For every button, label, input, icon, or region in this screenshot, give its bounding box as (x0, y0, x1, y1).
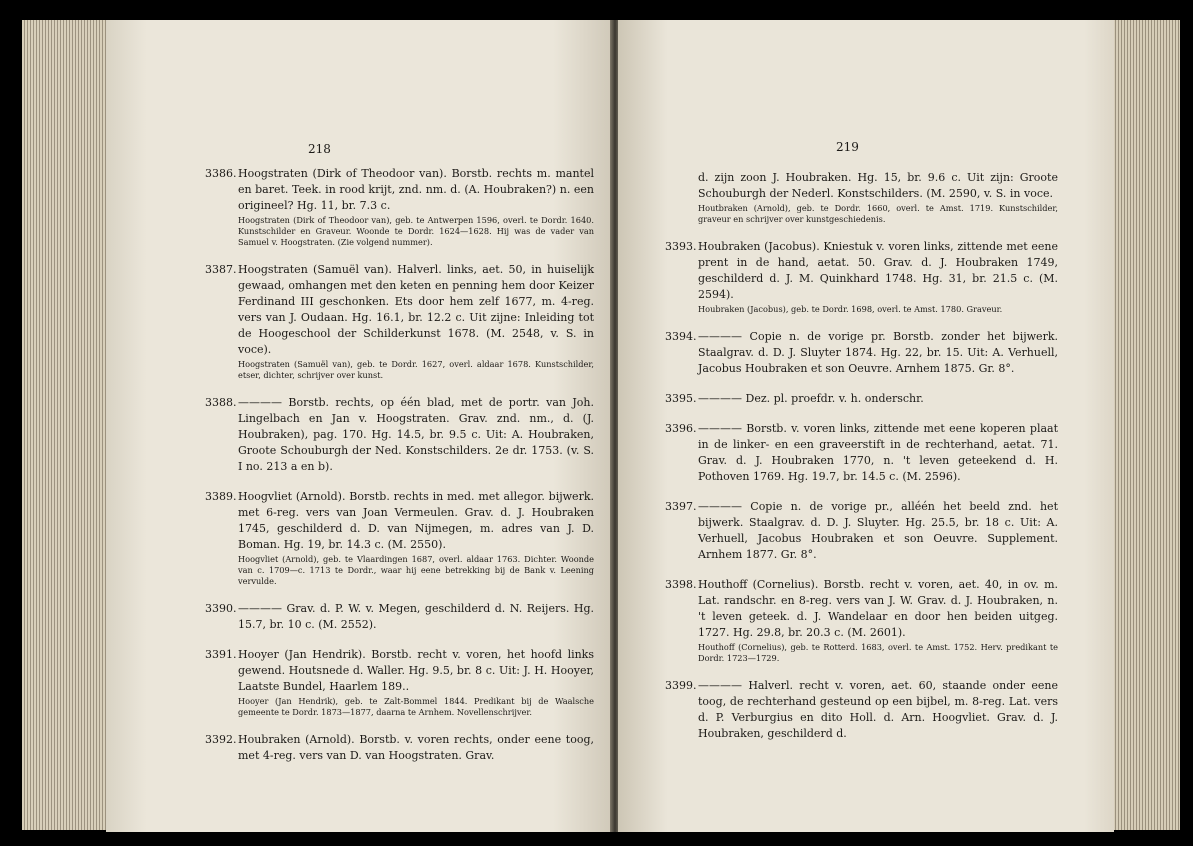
left-page (106, 20, 614, 832)
entry-number: 3398. (665, 578, 697, 591)
entry-number: 3395. (665, 392, 697, 405)
catalog-entry (206, 395, 594, 475)
entry-note: Hoogstraten (Dirk of Theodoor van), geb. te Antwerpen 1596, overl. te Dordr. 1640. Kunstschilder en Graveur. Woonde te Dordr. 1624—1628. Hij was de vader van Samuel v. Hoogstraten. (Zie volgend nummer). (238, 215, 594, 247)
catalog-entry (666, 239, 1058, 315)
entry-text: ———— Halverl. recht v. voren, aet. 60, staande onder eene toog, de rechterhand gesteund op een bijbel, m. 8-reg. Lat. vers d. P. Verburgius en dito Holl. d. Arn. Hoogvliet. Grav. d. J. Houbraken, geschilderd d. (698, 679, 1058, 740)
entry-text: Hoogstraten (Dirk of Theodoor van). Borstb. rechts m. mantel en baret. Teek. in rood krijt, znd. nm. d. (A. Houbraken?) n. een origineel? Hg. 11, br. 7.3 c. (238, 167, 594, 212)
entry-number: 3389. (205, 490, 237, 503)
right-page-text (666, 170, 1058, 756)
entry-text: ———— Borstb. rechts, op één blad, met de portr. van Joh. Lingelbach en Jan v. Hoogstraten. Grav. znd. nm., d. (J. Houbraken), pag. 170. Hg. 14.5, br. 9.5 c. Uit: A. Houbraken, Groote Schouburgh der Ned. Konstschilders. 2e dr. 1753. (v. S. I no. 213 a en b). (238, 396, 594, 473)
right-page (618, 20, 1114, 832)
catalog-entry (666, 329, 1058, 377)
entry-number: 3391. (205, 648, 237, 661)
open-book (22, 12, 1180, 838)
page-edges-right (1110, 20, 1180, 830)
catalog-entry (666, 678, 1058, 742)
entry-number: 3393. (665, 240, 697, 253)
page-number: 218 (308, 142, 331, 156)
entry-note: Hoogvliet (Arnold), geb. te Vlaardingen 1687, overl. aldaar 1763. Dichter. Woonde van c. 1709—c. 1713 te Dordr., waar hij eene betrekking bij de Bank v. Leening vervulde. (238, 554, 594, 586)
entry-text: Hoogstraten (Samuël van). Halverl. links, aet. 50, in huiselijk gewaad, omhangen met den keten en penning hem door Keizer Ferdinand III geschonken. Ets door hem zelf 1677, m. 4-reg. vers van J. Oudaan. Hg. 16.1, br. 12.2 c. Uit zijne: Inleiding tot de Hoogeschool der Schilderkunst 1678. (M. 2548, v. S. in voce). (238, 263, 594, 356)
entry-note: Hoogstraten (Samuël van), geb. te Dordr. 1627, overl. aldaar 1678. Kunstschilder, etser, dichter, schrijver over kunst. (238, 359, 594, 380)
entry-text: Houthoff (Cornelius). Borstb. recht v. voren, aet. 40, in ov. m. Lat. randschr. en 8-reg. vers van J. W. Grav. d. J. Houbraken, n. 't leven geteek. d. J. Wandelaar en door hen beiden uitgeg. 1727. Hg. 29.8, br. 20.3 c. (M. 2601). (698, 578, 1058, 639)
catalog-entry (206, 647, 594, 718)
entry-number: 3386. (205, 167, 237, 180)
page-number: 219 (836, 140, 859, 154)
entry-text: Hoogvliet (Arnold). Borstb. rechts in med. met allegor. bijwerk. met 6-reg. vers van Joan Vermeulen. Grav. d. J. Houbraken 1745, geschilderd d. D. van Nijmegen, m. adres van J. D. Boman. Hg. 19, br. 14.3 c. (M. 2550). (238, 490, 594, 551)
page-edges-left (22, 20, 112, 830)
entry-number: 3392. (205, 733, 237, 746)
left-page-text (206, 166, 594, 778)
entry-note: Hooyer (Jan Hendrik), geb. te Zalt-Bommel 1844. Predikant bij de Waalsche gemeente te Dordr. 1873—1877, daarna te Arnhem. Novellenschrijver. (238, 696, 594, 717)
entry-text: Hooyer (Jan Hendrik). Borstb. recht v. voren, het hoofd links gewend. Houtsnede d. Waller. Hg. 9.5, br. 8 c. Uit: J. H. Hooyer, Laatste Bundel, Haarlem 189.. (238, 648, 594, 693)
catalog-entry (206, 166, 594, 248)
entry-number: 3396. (665, 422, 697, 435)
entry-note: Houthoff (Cornelius), geb. te Rotterd. 1683, overl. te Amst. 1752. Herv. predikant te Dordr. 1723—1729. (698, 642, 1058, 663)
catalog-entry (666, 170, 1058, 225)
entry-text: d. zijn zoon J. Houbraken. Hg. 15, br. 9.6 c. Uit zijn: Groote Schouburgh der Nederl. Konstschilders. (M. 2590, v. S. in voce. (698, 171, 1058, 200)
catalog-entry (206, 489, 594, 587)
entry-text: ———— Borstb. v. voren links, zittende met eene koperen plaat in de linker- en een graveerstift in de rechterhand, aetat. 71. Grav. d. J. Houbraken 1770, n. 't leven geteekend d. H. Pothoven 1769. Hg. 19.7, br. 14.5 c. (M. 2596). (698, 422, 1058, 483)
catalog-entry (206, 601, 594, 633)
catalog-entry (666, 391, 1058, 407)
entry-number: 3388. (205, 396, 237, 409)
entry-number: 3390. (205, 602, 237, 615)
entry-text: ———— Copie n. de vorige pr., alléén het beeld znd. het bijwerk. Staalgrav. d. D. J. Sluyter. Hg. 25.5, br. 18 c. Uit: A. Verhuell, Jacobus Houbraken et son Oeuvre. Supplement. Arnhem 1877. Gr. 8°. (698, 500, 1058, 561)
entry-note: Houbraken (Jacobus), geb. te Dordr. 1698, overl. te Amst. 1780. Graveur. (698, 304, 1003, 314)
entry-number: 3387. (205, 263, 237, 276)
entry-text: ———— Grav. d. P. W. v. Megen, geschilderd d. N. Reijers. Hg. 15.7, br. 10 c. (M. 2552). (238, 602, 594, 631)
entry-number: 3394. (665, 330, 697, 343)
entry-number: 3399. (665, 679, 697, 692)
entry-text: Houbraken (Arnold). Borstb. v. voren rechts, onder eene toog, met 4-reg. vers van D. van Hoogstraten. Grav. (238, 733, 594, 762)
catalog-entry (206, 732, 594, 764)
catalog-entry (666, 577, 1058, 664)
entry-text: ———— Dez. pl. proefdr. v. h. onderschr. (698, 392, 924, 405)
entry-text: Houbraken (Jacobus). Kniestuk v. voren links, zittende met eene prent in de hand, aetat. 50. Grav. d. J. Houbraken 1749, geschilderd d. J. M. Quinkhard 1748. Hg. 31, br. 21.5 c. (M. 2594). (698, 240, 1058, 301)
catalog-entry (666, 421, 1058, 485)
catalog-entry (666, 499, 1058, 563)
catalog-entry (206, 262, 594, 381)
entry-number: 3397. (665, 500, 697, 513)
entry-text: ———— Copie n. de vorige pr. Borstb. zonder het bijwerk. Staalgrav. d. D. J. Sluyter 1874. Hg. 22, br. 15. Uit: A. Verhuell, Jacobus Houbraken et son Oeuvre. Arnhem 1875. Gr. 8°. (698, 330, 1058, 375)
entry-note: Houtbraken (Arnold), geb. te Dordr. 1660, overl. te Amst. 1719. Kunstschilder, graveur en schrijver over kunstgeschiedenis. (698, 203, 1058, 224)
